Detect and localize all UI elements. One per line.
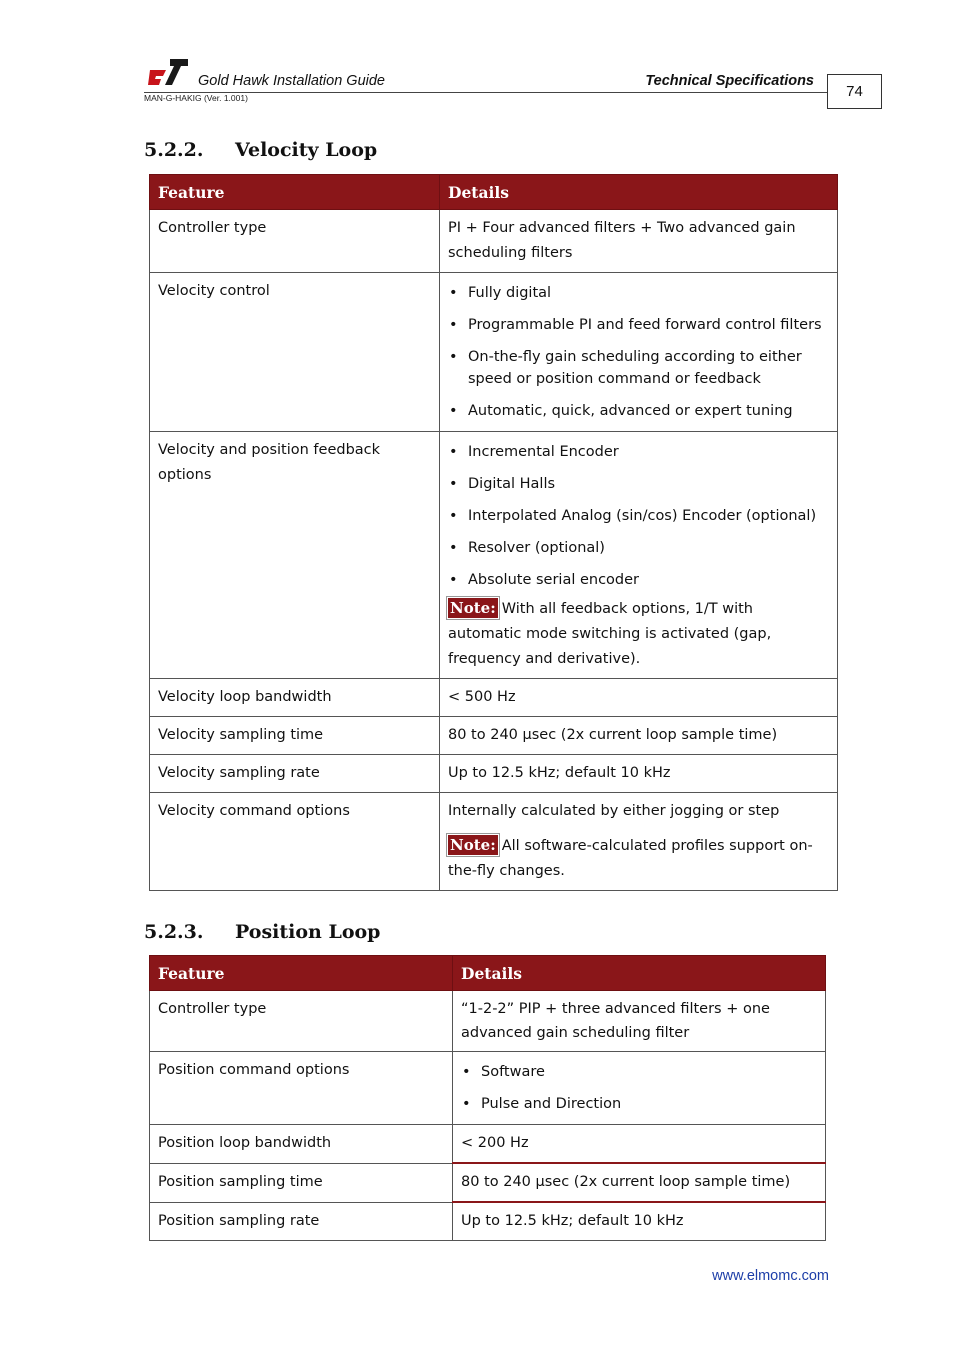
details-cell: 80 to 240 µsec (2x current loop sample time) (440, 717, 838, 755)
feature-cell: Position sampling time (150, 1163, 453, 1202)
details-cell (440, 793, 838, 891)
header-section: Technical Specifications (645, 73, 814, 89)
list-item: • Interpolated Analog (sin/cos) Encoder (optional) (468, 505, 829, 527)
footer-link[interactable]: www.elmomc.com (712, 1268, 829, 1284)
table-header-row (150, 956, 826, 991)
col-header-feature: Feature (150, 956, 453, 991)
page-number (827, 74, 882, 109)
note-badge: Note: (450, 836, 496, 854)
list-item: • Programmable PI and feed forward control filters (468, 314, 829, 336)
table-row (150, 793, 838, 891)
feature-cell: Velocity and position feedback options (150, 432, 440, 679)
table-row (150, 1125, 826, 1164)
bullet-list (448, 282, 829, 422)
details-cell: Up to 12.5 kHz; default 10 kHz (440, 755, 838, 793)
feature-cell: Velocity sampling time (150, 717, 440, 755)
details-cell: 80 to 240 µsec (2x current loop sample time) (453, 1163, 826, 1202)
note (448, 834, 829, 884)
table-row (150, 1163, 826, 1202)
feature-cell: Position command options (150, 1052, 453, 1125)
list-item: • Automatic, quick, advanced or expert tuning (468, 400, 829, 422)
list-item: • Pulse and Direction (481, 1093, 817, 1115)
list-item: • Absolute serial encoder (468, 569, 829, 591)
feature-cell: Position sampling rate (150, 1202, 453, 1241)
table-header-row (150, 175, 838, 210)
feature-cell: Controller type (150, 991, 453, 1052)
list-item: • Incremental Encoder (468, 441, 829, 463)
table-row (150, 210, 838, 273)
feature-cell: Velocity loop bandwidth (150, 679, 440, 717)
section-number: 5.2.2. (144, 139, 204, 161)
table-row (150, 432, 838, 679)
table-row (150, 1202, 826, 1241)
list-item: • Fully digital (468, 282, 829, 304)
details-cell (440, 273, 838, 432)
list-item: • Digital Halls (468, 473, 829, 495)
table-row (150, 755, 838, 793)
col-header-details: Details (440, 175, 838, 210)
bullet-list (448, 441, 829, 591)
doc-id: MAN-G-HAKIG (Ver. 1.001) (144, 93, 248, 103)
details-cell: < 200 Hz (453, 1125, 826, 1164)
details-text: Internally calculated by either jogging or step (448, 803, 780, 819)
velocity-loop-table (149, 174, 838, 891)
header-title: Gold Hawk Installation Guide (198, 73, 385, 89)
details-cell (440, 432, 838, 679)
feature-cell: Velocity control (150, 273, 440, 432)
bullet-list (461, 1061, 817, 1115)
table-row (150, 717, 838, 755)
list-item: • On-the-fly gain scheduling according to either speed or position command or feedback (468, 346, 829, 390)
list-item: • Software (481, 1061, 817, 1083)
table-row (150, 273, 838, 432)
note (448, 597, 829, 672)
details-cell: Up to 12.5 kHz; default 10 kHz (453, 1202, 826, 1241)
section-heading-position (144, 921, 380, 943)
feature-cell: Velocity sampling rate (150, 755, 440, 793)
section-title: Position Loop (235, 921, 381, 943)
note-badge: Note: (450, 599, 496, 617)
section-title: Velocity Loop (235, 139, 378, 161)
feature-cell: Velocity command options (150, 793, 440, 891)
list-item: • Resolver (optional) (468, 537, 829, 559)
page-number-text: 74 (846, 83, 863, 100)
table-row (150, 1052, 826, 1125)
table-row (150, 991, 826, 1052)
details-cell: < 500 Hz (440, 679, 838, 717)
section-number: 5.2.3. (144, 921, 204, 943)
note-text: All software-calculated profiles support on-the-fly changes. (448, 838, 813, 879)
details-cell: “1-2-2” PIP + three advanced filters + one advanced gain scheduling filter (453, 991, 826, 1052)
details-cell: PI + Four advanced filters + Two advanced gain scheduling filters (440, 210, 838, 273)
section-heading-velocity (144, 139, 377, 161)
feature-cell: Position loop bandwidth (150, 1125, 453, 1164)
col-header-feature: Feature (150, 175, 440, 210)
col-header-details: Details (453, 956, 826, 991)
note-text: With all feedback options, 1/T with automatic mode switching is activated (gap, frequency and derivative). (448, 601, 772, 667)
table-row (150, 679, 838, 717)
position-loop-table (149, 955, 826, 1241)
details-cell (453, 1052, 826, 1125)
elmo-logo-icon (148, 57, 190, 87)
feature-cell: Controller type (150, 210, 440, 273)
